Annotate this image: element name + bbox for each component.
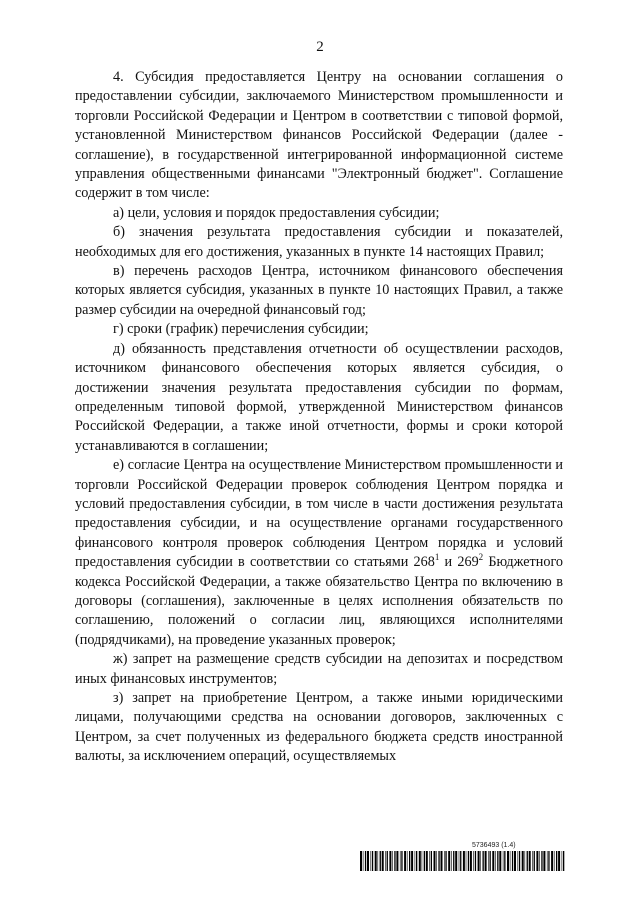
item-e-text-2: и 269 [439,554,479,571]
superscript-2: 2 [478,552,484,563]
item-zh: ж) запрет на размещение средств субсидии на депозитах и посредством иных финансовых инструментов; [75,651,563,687]
barcode [360,851,566,871]
item-d: д) обязанность представления отчетности об осуществлении расходов, источником финансового обеспечения которых является субсидия, о достижении значения результата предоставления субсидии по формам, определенным типовой формой, утвержденной Министерством финансов Российской Федерации, а также иной отчетности, формы и сроки которой устанавливаются в соглашении; [75,340,563,454]
item-g: г) сроки (график) перечисления субсидии; [113,321,369,338]
page-number: 2 [316,39,324,55]
item-v: в) перечень расходов Центра, источником финансового обеспечения которых является субсидия, указанных в пункте 10 настоящих Правил, а также размер субсидии на очередной финансовый год; [75,263,563,318]
item-e-text-1: е) согласие Центра на осуществление Министерством промышленности и торговли Российской Федерации проверок соблюдения Центром порядка и условий предоставления субсидии, в том числе в части достижения результата предоставления субсидии, и на осуществление органами государственного финансового контроля проверок соблюдения Центром порядка и условий предоставления субсидии в соответствии со статьями 268 [75,457,563,571]
paragraph-4: 4. Субсидия предоставляется Центру на основании соглашения о предоставлении субсидии, заключаемого Министерством промышленности и торговли Российской Федерации и Центром в соответствии с типовой формой, установленной Министерством финансов Российской Федерации (далее - соглашение), в государственной интегрированной информационной системе управления общественными финансами "Электронный бюджет". Соглашение содержит в том числе: [75,69,563,202]
item-a: а) цели, условия и порядок предоставления субсидии; [113,204,440,221]
document-code: 5736493 (1.4) [472,842,516,849]
document-body [75,68,563,767]
item-e [75,456,563,650]
item-z: з) запрет на приобретение Центром, а также иными юридическими лицами, получающими средства на основании договоров, заключенных с Центром, за счет полученных из федерального бюджета средств иностранной валюты, за исключением операций, осуществляемых [75,690,563,765]
superscript-1: 1 [434,552,440,563]
item-b: б) значения результата предоставления субсидии и показателей, необходимых для его достижения, указанных в пункте 14 настоящих Правил; [75,224,563,260]
item-e-text-3: Бюджетного кодекса Российской Федерации, а также обязательство Центра по включению в договоры (соглашения), заключенные в целях исполнения обязательств по соглашению, положений о согласии лиц, являющихся исполнителями (подрядчиками), на проведение указанных проверок; [75,554,564,648]
